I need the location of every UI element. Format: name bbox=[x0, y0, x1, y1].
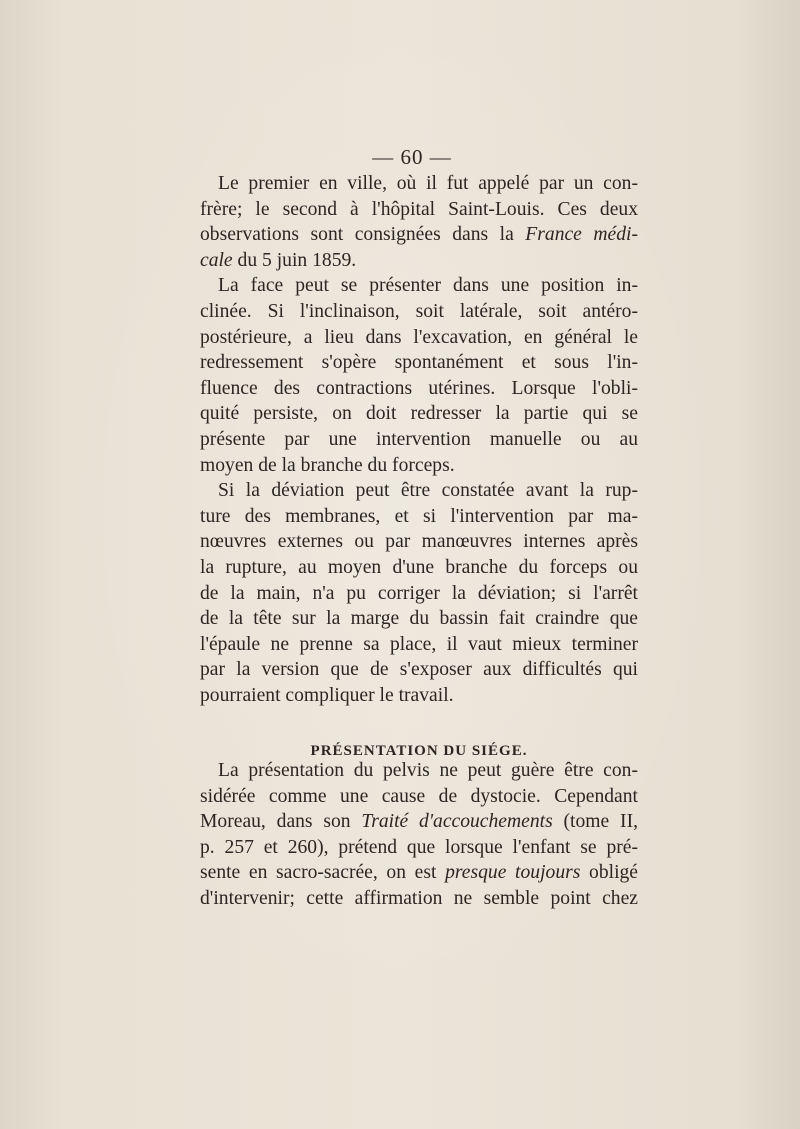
text-line bbox=[200, 657, 638, 683]
text-line bbox=[200, 350, 638, 376]
italic-text: presque toujours bbox=[445, 862, 581, 884]
italic-text: cale bbox=[200, 249, 233, 271]
text-line bbox=[200, 171, 638, 197]
line-text: de la main, n'a pu corriger la déviation; si l'arrêt bbox=[200, 582, 638, 604]
line-text: Moreau, dans son bbox=[200, 811, 362, 833]
line-text: présente par une intervention manuelle ou au bbox=[200, 428, 638, 450]
line-text: quité persiste, on doit redresser la partie qui se bbox=[200, 403, 638, 425]
text-line bbox=[200, 886, 638, 912]
line-text: nœuvres externes ou par manœuvres internes après bbox=[200, 531, 638, 553]
text-line bbox=[200, 299, 638, 325]
text-line bbox=[200, 784, 638, 810]
line-text: p. 257 et 260), prétend que lorsque l'enfant se pré- bbox=[200, 836, 638, 858]
italic-text: Traité d'accouchements bbox=[361, 811, 553, 833]
line-text: frère; le second à l'hôpital Saint-Louis. Ces deux bbox=[200, 198, 638, 220]
line-text: obligé bbox=[580, 862, 638, 884]
line-text: la rupture, au moyen d'une branche du forceps ou bbox=[200, 556, 638, 578]
text-line bbox=[200, 529, 638, 555]
line-text: sidérée comme une cause de dystocie. Cependant bbox=[200, 785, 638, 807]
text-line bbox=[200, 632, 638, 658]
line-text: moyen de la branche du forceps. bbox=[200, 454, 455, 476]
line-text: de la tête sur la marge du bassin fait craindre que bbox=[200, 608, 638, 630]
text-line bbox=[200, 453, 638, 479]
text-line bbox=[200, 606, 638, 632]
text-line bbox=[200, 555, 638, 581]
line-text: observations sont consignées dans la bbox=[200, 224, 526, 246]
line-text: clinée. Si l'inclinaison, soit latérale, soit antéro- bbox=[200, 300, 638, 322]
text-line bbox=[200, 376, 638, 402]
text-line bbox=[200, 222, 638, 248]
text-line bbox=[200, 683, 638, 709]
line-text: fluence des contractions utérines. Lorsque l'obli- bbox=[200, 377, 638, 399]
line-text: d'intervenir; cette affirmation ne semble point chez bbox=[200, 887, 638, 909]
paragraph-block-2 bbox=[200, 758, 638, 912]
text-line bbox=[200, 427, 638, 453]
text-line bbox=[200, 478, 638, 504]
line-text: Si la déviation peut être constatée avant la rup- bbox=[218, 480, 638, 502]
line-text: La présentation du pelvis ne peut guère être con- bbox=[218, 760, 638, 781]
italic-text: France médi- bbox=[525, 224, 638, 246]
line-text: (tome II, bbox=[552, 811, 638, 833]
text-line bbox=[200, 809, 638, 835]
line-text: du 5 juin 1859. bbox=[232, 249, 357, 271]
text-line bbox=[200, 581, 638, 607]
line-text: l'épaule ne prenne sa place, il vaut mieux terminer bbox=[200, 633, 638, 655]
line-text: sente en sacro-sacrée, on est bbox=[200, 862, 446, 884]
text-line bbox=[200, 758, 638, 784]
line-text: La face peut se présenter dans une position in- bbox=[218, 275, 638, 297]
line-text: par la version que de s'exposer aux difficultés qui bbox=[200, 659, 638, 681]
page-number: — 60 — bbox=[372, 145, 452, 169]
text-line bbox=[200, 273, 638, 299]
text-line bbox=[200, 325, 638, 351]
text-line bbox=[200, 860, 638, 886]
line-text: postérieure, a lieu dans l'excavation, en général le bbox=[200, 326, 638, 348]
section-heading: PRÉSENTATION DU SIÉGE. bbox=[310, 743, 528, 759]
text-line bbox=[200, 248, 638, 274]
line-text: redressement s'opère spontanément et sous l'in- bbox=[200, 352, 638, 374]
line-text: ture des membranes, et si l'intervention par ma- bbox=[200, 505, 638, 527]
text-line bbox=[200, 835, 638, 861]
text-line bbox=[200, 504, 638, 530]
line-text: Le premier en ville, où il fut appelé par un con- bbox=[218, 173, 638, 194]
text-line bbox=[200, 197, 638, 223]
text-line bbox=[200, 401, 638, 427]
line-text: pourraient compliquer le travail. bbox=[200, 684, 454, 706]
paragraph-block-1 bbox=[200, 171, 638, 708]
